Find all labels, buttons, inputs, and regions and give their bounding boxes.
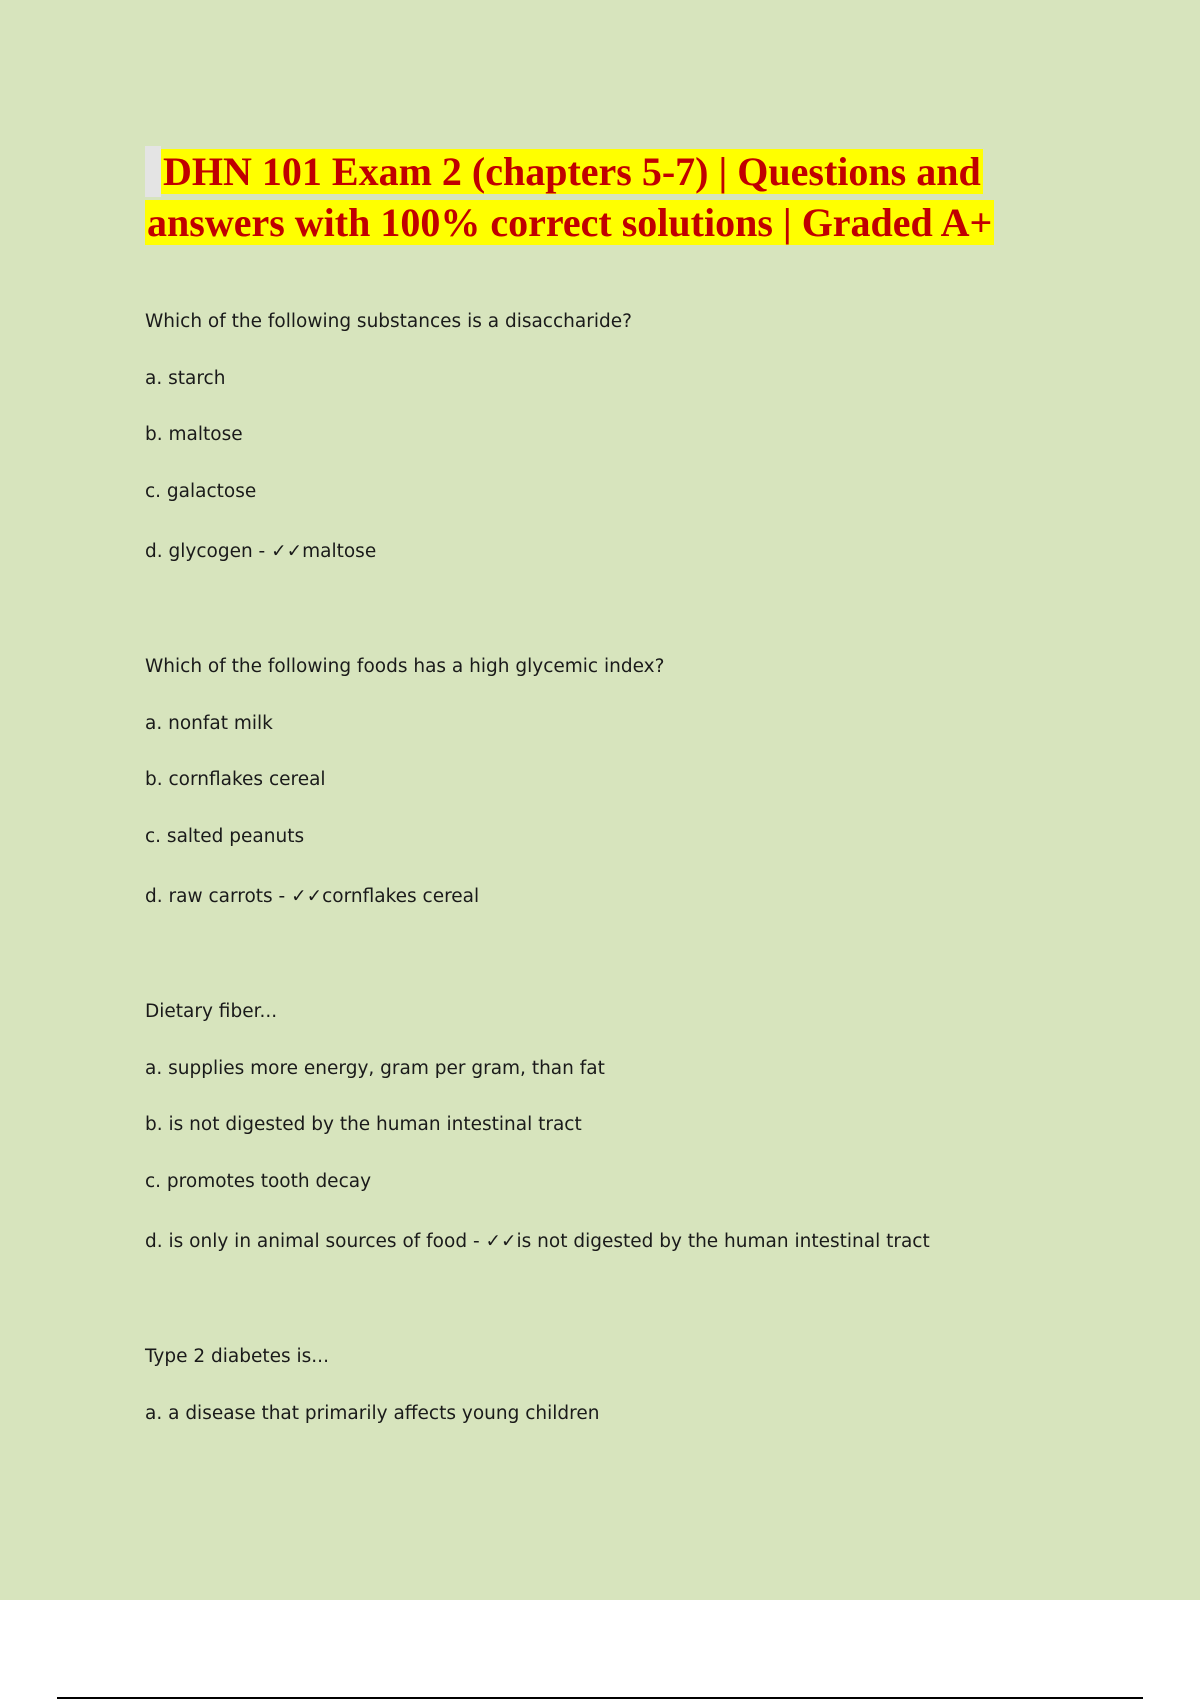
answer-option-c: c. salted peanuts — [145, 826, 305, 847]
answer-option-c: c. promotes tooth decay — [145, 1171, 372, 1192]
answer-option-b: b. cornflakes cereal — [145, 769, 326, 790]
answer-option-c: c. galactose — [145, 481, 257, 502]
answer-option-a: a. supplies more energy, gram per gram, than fat — [145, 1058, 605, 1079]
answer-option-a: a. nonfat milk — [145, 713, 273, 734]
footer-divider — [57, 1697, 1143, 1699]
answer-option-d-with-answer: d. raw carrots - ✓✓cornflakes cereal — [145, 886, 480, 907]
answer-option-a: a. starch — [145, 368, 226, 389]
answer-option-a: a. a disease that primarily affects young children — [145, 1403, 600, 1424]
question-text: Type 2 diabetes is... — [145, 1346, 329, 1367]
answer-option-d-with-answer: d. is only in animal sources of food - ✓✓is not digested by the human intestinal tract — [145, 1231, 930, 1252]
question-text: Dietary fiber... — [145, 1001, 278, 1022]
question-text: Which of the following substances is a disaccharide? — [145, 311, 632, 332]
document-title — [145, 146, 1095, 248]
answer-option-d-with-answer: d. glycogen - ✓✓maltose — [145, 541, 377, 562]
title-line-1: DHN 101 Exam 2 (chapters 5-7) | Questions and — [145, 146, 1095, 197]
title-line-2: answers with 100% correct solutions | Graded A+ — [147, 200, 993, 245]
answer-option-b: b. maltose — [145, 424, 243, 445]
question-text: Which of the following foods has a high glycemic index? — [145, 656, 665, 677]
answer-option-b: b. is not digested by the human intestinal tract — [145, 1114, 582, 1135]
